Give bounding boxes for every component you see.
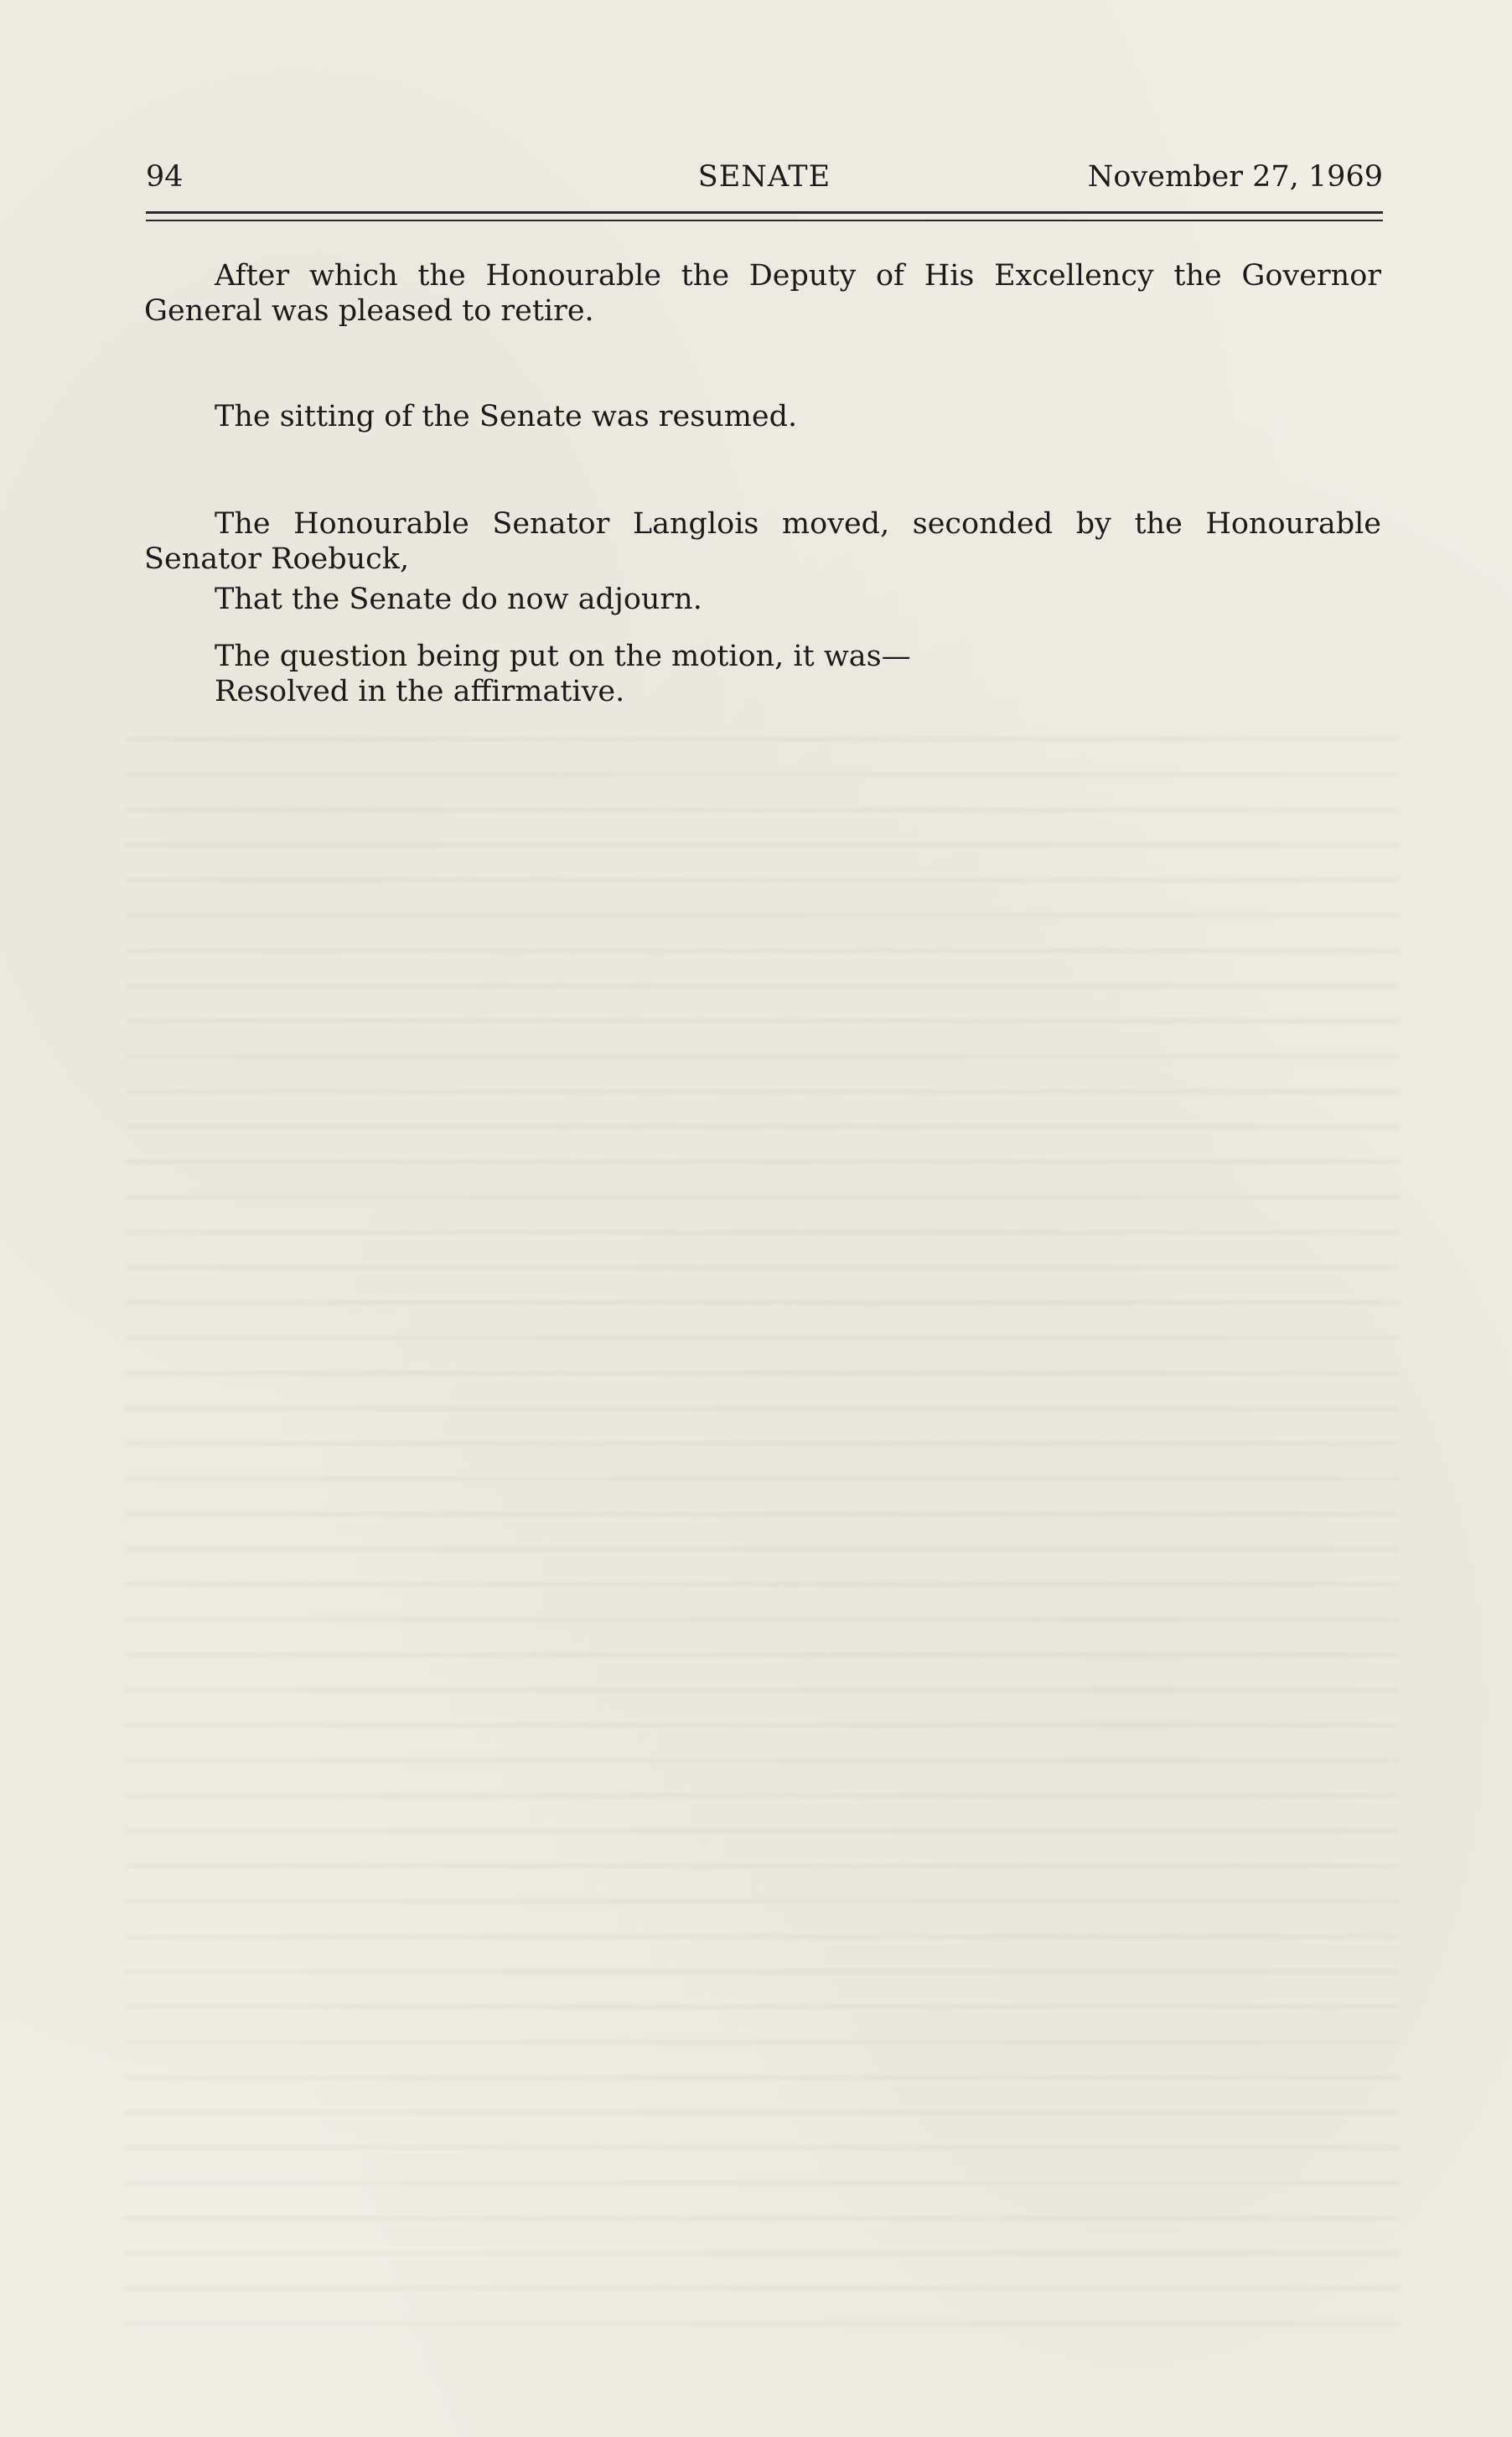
paragraph-sitting-resumed: The sitting of the Senate was resumed. — [215, 400, 798, 433]
header-date: November 27, 1969 — [1087, 160, 1383, 194]
header-rule-thin — [146, 220, 1383, 221]
header-title: SENATE — [697, 160, 831, 194]
paragraph-resolved: Resolved in the affirmative. — [215, 675, 625, 708]
paragraph-governor-retire: After which the Honourable the Deputy of His Excellency the Governor General was pleased to retire. — [144, 259, 1381, 328]
paragraph-motion-text: That the Senate do now adjourn. — [215, 583, 702, 616]
paragraph-motion-moved: The Honourable Senator Langlois moved, seconded by the Honourable Senator Roebuck, — [144, 507, 1381, 576]
paragraph-question-put: The question being put on the motion, it was— — [215, 640, 911, 673]
running-header — [146, 156, 1383, 198]
header-rule-thick — [146, 211, 1383, 214]
page-number: 94 — [146, 160, 184, 194]
show-through-texture — [126, 738, 1400, 2331]
